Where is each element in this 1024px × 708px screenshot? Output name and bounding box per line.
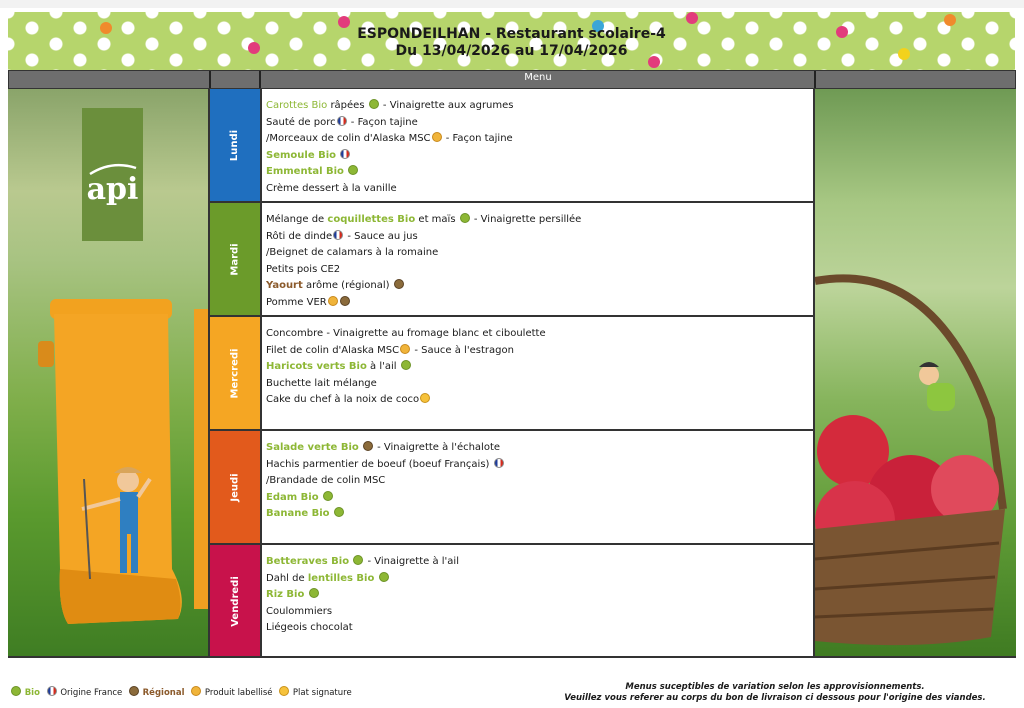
menu-text: râpées: [327, 100, 368, 111]
menu-text: - Façon tajine: [442, 133, 513, 144]
menu-text: Salade verte Bio: [266, 442, 359, 453]
menu-text: /Beignet de calamars à la romaine: [266, 247, 439, 258]
menu-item: [266, 440, 813, 457]
header-banner: [8, 12, 1015, 70]
menu-text: Coulommiers: [266, 605, 333, 617]
menu-day-lundi: [262, 89, 813, 203]
legend-bio: Bio: [24, 688, 40, 698]
menu-text: Pomme VER: [266, 296, 327, 308]
france-flag-icon: [333, 230, 343, 240]
header-divider: [209, 71, 211, 88]
menu-item: [266, 604, 813, 621]
menu-text: Haricots verts Bio: [266, 361, 367, 372]
legend-regional: Régional: [142, 688, 185, 698]
menu-text: Cake du chef à la noix de coco: [266, 394, 420, 405]
menu-text: Rôti de dinde: [266, 230, 333, 242]
menu-text: Mélange de: [266, 214, 328, 225]
footer-note-line1: Menus suceptibles de variation selon les approvisionnements.: [625, 682, 925, 692]
footer-note-line2: Veuillez vous referer au corps du bon de livraison ci dessous pour l'origine des viandes.: [564, 693, 986, 703]
menu-item: [266, 620, 813, 637]
menu-day-vendredi: [262, 545, 813, 657]
boot-illustration: [8, 89, 208, 657]
banner-dot: [944, 14, 956, 26]
boot-photo: [8, 89, 208, 657]
menu-text: - Façon tajine: [347, 116, 418, 128]
menu-text: [374, 573, 377, 584]
label-icon: [400, 344, 410, 354]
day-tab-mardi: [210, 203, 260, 315]
menu-text: /Brandade de colin MSC: [266, 475, 386, 486]
menu-text: Banane Bio: [266, 508, 330, 519]
menu-text: à l'ail: [366, 361, 400, 372]
page-title: [8, 26, 1015, 60]
basket-illustration: [815, 89, 1016, 657]
menu-item: [266, 506, 813, 523]
restaurant-title: ESPONDEILHAN - Restaurant scolaire-4: [357, 26, 666, 42]
menu-item: [266, 392, 813, 409]
footer-note: [540, 682, 1010, 704]
regional-icon: [340, 296, 350, 306]
menu-item: [266, 473, 813, 490]
day-tab-lundi: [210, 89, 260, 201]
menu-day-jeudi: [262, 431, 813, 545]
menu-text: Yaourt: [266, 280, 303, 291]
menu-text: [304, 589, 307, 600]
menu-item: [266, 164, 813, 181]
menu-text: coquillettes Bio: [327, 214, 416, 225]
menu-item: [266, 343, 813, 360]
menu-item: [266, 295, 813, 312]
day-label: Lundi: [229, 129, 241, 161]
menu-item: [266, 98, 813, 115]
label-icon: [191, 686, 201, 696]
bio-icon: [348, 165, 358, 175]
france-flag-icon: [494, 458, 504, 468]
day-label: Mardi: [229, 242, 241, 276]
france-flag-icon: [47, 686, 57, 696]
regional-icon: [363, 441, 373, 451]
menu-text: - Vinaigrette à l'échalote: [373, 442, 501, 453]
menu-text: Betteraves Bio: [266, 556, 350, 567]
table-bottom-border: [8, 656, 1016, 658]
bio-icon: [334, 507, 344, 517]
menu-text: Hachis parmentier de boeuf (boeuf Français): [266, 458, 493, 470]
label-icon: [432, 132, 442, 142]
menu-text: - Sauce à l'estragon: [411, 344, 514, 356]
menu-text: - Vinaigrette aux agrumes: [379, 100, 514, 111]
day-label: Vendredi: [229, 575, 241, 627]
menu-text: [336, 150, 339, 161]
menu-text: Carottes Bio: [266, 100, 328, 111]
menu-item: [266, 587, 813, 604]
menu-text: Semoule Bio: [266, 149, 337, 161]
legend: [10, 686, 355, 698]
bio-icon: [11, 686, 21, 696]
day-tab-vendredi: [210, 545, 260, 657]
legend-signature: Plat signature: [292, 688, 352, 698]
menu-text: - Vinaigrette à l'ail: [364, 556, 459, 567]
apple-basket-photo: [815, 89, 1016, 657]
menu-item: [266, 148, 813, 165]
menu-item: [266, 245, 813, 262]
menu-text: Buchette lait mélange: [266, 377, 377, 389]
france-flag-icon: [340, 149, 350, 159]
menu-item: [266, 326, 813, 343]
menu-item: [266, 376, 813, 393]
day-label: Mercredi: [229, 348, 241, 398]
bio-icon: [323, 491, 333, 501]
signature-icon: [279, 686, 289, 696]
menu-text: lentilles Bio: [307, 572, 375, 584]
date-range: Du 13/04/2026 au 17/04/2026: [395, 43, 628, 59]
bio-icon: [379, 572, 389, 582]
menu-text: Crème dessert à la vanille: [266, 182, 397, 194]
menu-column-header: Menu: [524, 72, 552, 83]
menu-text: Filet de colin d'Alaska MSC: [266, 344, 400, 356]
day-tab-mercredi: [210, 317, 260, 429]
menu-text: [319, 492, 322, 503]
menu-text: et maïs: [415, 214, 459, 225]
menu-text: [359, 442, 362, 453]
menu-text: [330, 508, 333, 519]
menu-text: /Morceaux de colin d'Alaska MSC: [266, 133, 431, 144]
menu-item: [266, 278, 813, 295]
legend-label: Produit labellisé: [204, 688, 273, 698]
menu-item: [266, 181, 813, 198]
menu-item: [266, 457, 813, 474]
menu-text: - Sauce au jus: [344, 230, 418, 242]
menu-item: [266, 115, 813, 132]
menu-text: [344, 166, 347, 177]
bio-icon: [369, 99, 379, 109]
bio-icon: [353, 555, 363, 565]
menu-item: [266, 262, 813, 279]
signature-icon: [420, 393, 430, 403]
menu-item: [266, 229, 813, 246]
france-flag-icon: [337, 116, 347, 126]
top-strip: [0, 0, 1024, 8]
menu-text: Dahl de: [266, 572, 308, 584]
bio-icon: [309, 588, 319, 598]
menu-item: [266, 359, 813, 376]
menu-text: Emmental Bio: [266, 166, 344, 177]
menu-day-mercredi: [262, 317, 813, 431]
menu-item: [266, 490, 813, 507]
bio-icon: [401, 360, 411, 370]
menu-item: [266, 571, 813, 588]
banner-dot: [686, 12, 698, 24]
day-label: Jeudi: [229, 472, 241, 502]
table-header: [8, 70, 1016, 89]
legend-france: Origine France: [60, 688, 123, 698]
menu-text: Riz Bio: [266, 589, 305, 600]
menu-text: Sauté de porc: [266, 116, 336, 128]
menu-text: arôme (régional): [302, 280, 393, 291]
menu-table: [260, 89, 815, 657]
menu-text: Concombre - Vinaigrette au fromage blanc et ciboulette: [266, 328, 546, 339]
menu-text: Petits pois CE2: [266, 263, 341, 275]
regional-icon: [394, 279, 404, 289]
menu-text: [349, 556, 352, 567]
logo-text: api: [86, 172, 139, 207]
day-column: [208, 89, 260, 657]
menu-text: Liégeois chocolat: [266, 622, 353, 633]
regional-icon: [129, 686, 139, 696]
menu-day-mardi: [262, 203, 813, 317]
menu-text: - Vinaigrette persillée: [470, 214, 582, 225]
menu-item: [266, 554, 813, 571]
label-icon: [328, 296, 338, 306]
day-tab-jeudi: [210, 431, 260, 543]
menu-text: Edam Bio: [266, 491, 319, 503]
menu-item: [266, 212, 813, 229]
bio-icon: [460, 213, 470, 223]
menu-item: [266, 131, 813, 148]
